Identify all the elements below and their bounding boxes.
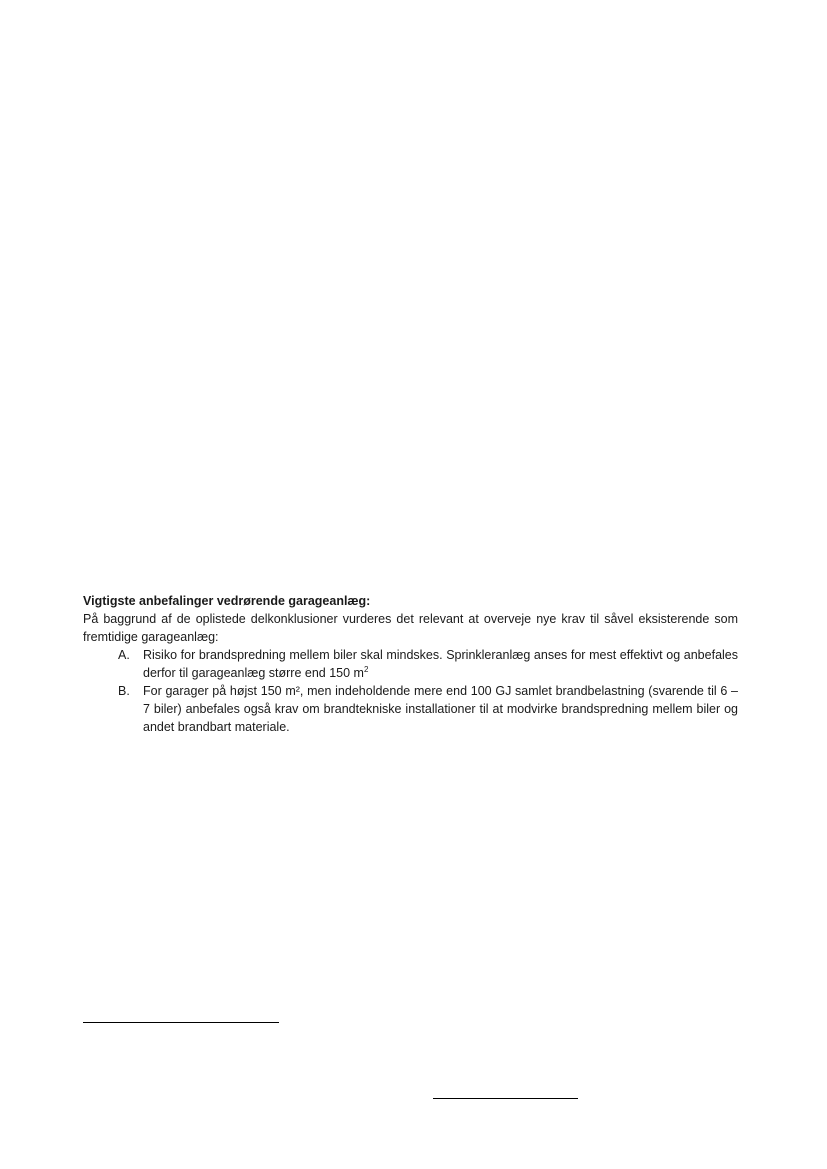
recommendation-item-b (83, 682, 738, 736)
recommendations-section (83, 592, 738, 736)
list-marker: B. (118, 684, 130, 698)
list-item-text: Risiko for brandspredning mellem biler skal mindskes. Sprinkleranlæg anses for mest effektivt og anbefales derfor til garageanlæg større end 150 $m^2$ (143, 648, 738, 680)
intro-paragraph: På baggrund af de oplistede delkonklusioner vurderes det relevant at overveje nye krav til såvel eksisterende som fremtidige garageanlæg: (83, 612, 738, 644)
list-marker: A. (118, 648, 130, 662)
footnote-separator (83, 1022, 279, 1023)
recommendation-list (83, 646, 738, 736)
superscript: 2 (363, 664, 369, 674)
section-heading: Vigtigste anbefalinger vedrørende garageanlæg: (83, 594, 371, 608)
recommendation-item-a (83, 646, 738, 682)
list-item-text: For garager på højst 150 m², men indeholdende mere end 100 GJ samlet brandbelastning (svarende til 6 – 7 biler) anbefales også krav om brandtekniske installationer til at modvirke brandspredning mellem biler og andet brandbart materiale. (143, 684, 738, 734)
footer-rule (433, 1098, 578, 1099)
